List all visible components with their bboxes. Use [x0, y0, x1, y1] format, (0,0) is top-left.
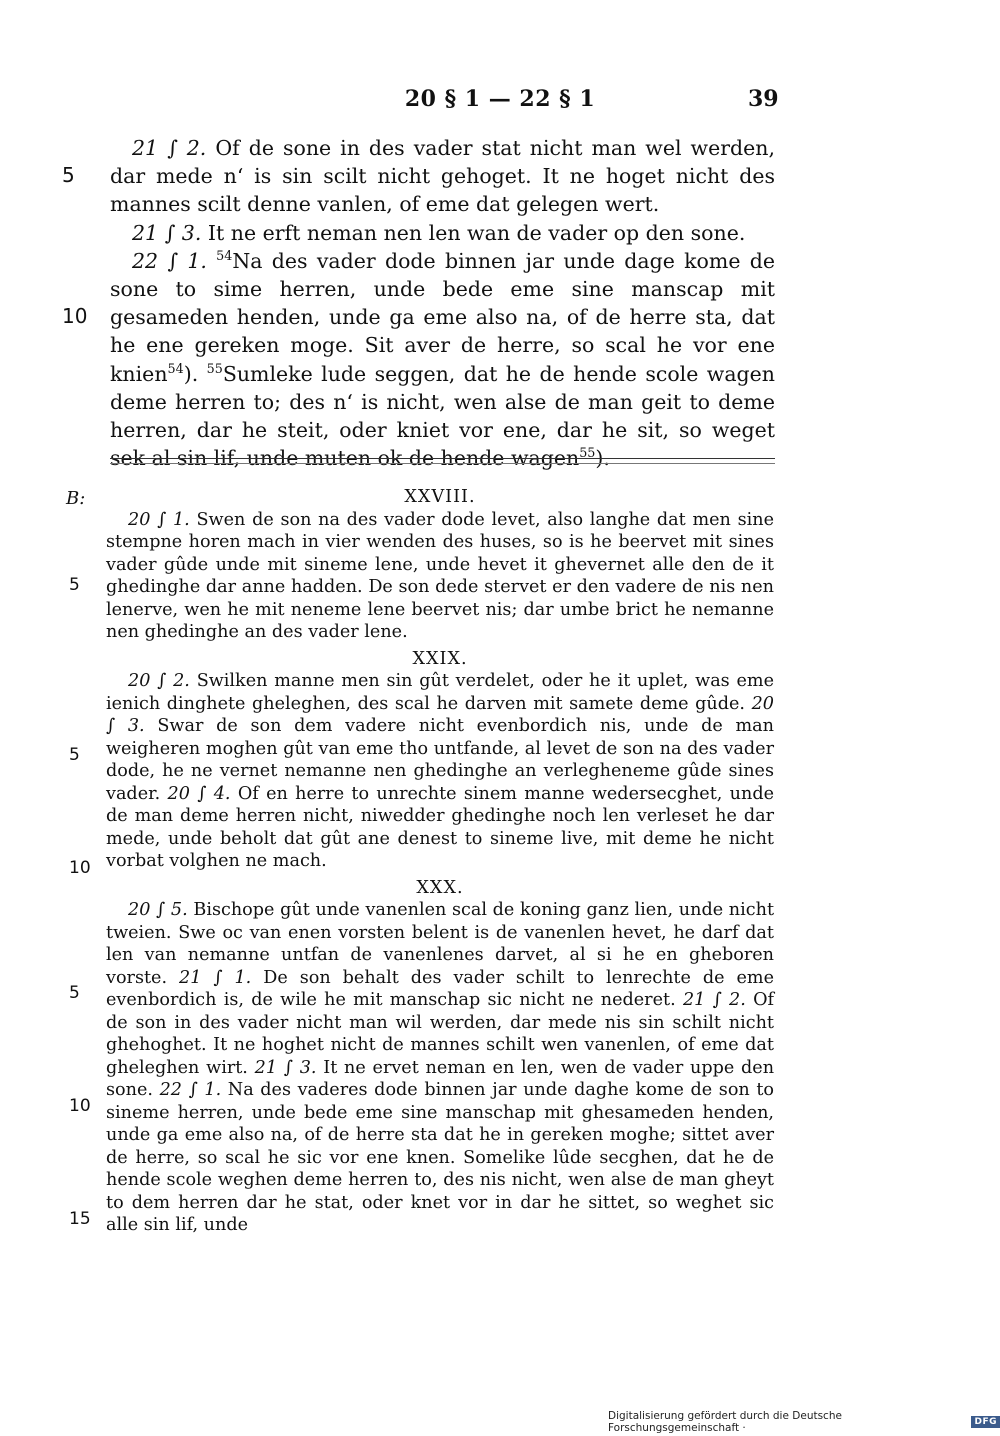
section-heading: XXVIII. — [404, 487, 476, 507]
line-number: 10 — [69, 858, 91, 878]
line-number: 10 — [69, 1096, 91, 1116]
paragraph — [110, 134, 775, 219]
manuscript-label: B: — [66, 488, 86, 509]
section-ref: 20 ∫ 4. — [167, 783, 231, 804]
section-heading: XXX. — [416, 877, 464, 898]
section-heading: XXIX. — [412, 648, 468, 669]
paragraph — [110, 247, 775, 473]
paragraph-text: Na des vader dode binnen jar unde dage kome de sone to sime herren, unde bede eme sine manscap mit gesameden henden, unde ga eme also na, of de herre sta, dat he ene gereken moge. Sit aver de herre, so scal he vor ene knien — [110, 248, 775, 386]
line-number: 5 — [69, 575, 80, 595]
paragraph-text: Of de sone in des vader stat nicht man wel werden, dar mede n‘ is sin scilt nicht gehoget. It ne hoget nicht des mannes scilt denne vanlen, of eme dat gelegen wert. — [110, 136, 775, 217]
section-ref: 20 ∫ 3. — [106, 693, 774, 736]
paragraph — [110, 219, 775, 247]
line-number: 5 — [69, 983, 80, 1003]
footer-text: Digitalisierung gefördert durch die Deutsche Forschungsgemeinschaft · — [608, 1410, 842, 1434]
divider — [110, 458, 775, 459]
section-ref: 20 ∫ 2. — [128, 671, 190, 691]
section-ref: 22 ∫ 1. — [132, 248, 207, 273]
footnote-mark: 55 — [206, 360, 223, 376]
lower-text-block — [106, 486, 774, 1237]
paragraph-text: Of de son in des vader nicht man wil werden, dar mede nis sin schilt nicht ghehoghet. It ne hoghet nicht de mannes schilt wen vanenlen, of eme dat gheleghen wirt. — [106, 990, 775, 1078]
line-number: 5 — [69, 745, 80, 765]
punctuation: ). — [595, 446, 610, 471]
footnote-mark: 55 — [579, 445, 596, 461]
digitization-footer — [608, 1410, 1000, 1434]
paragraph-text: De son behalt des vader schilt to lenrechte de eme evenbordich is, de wile he mit manschap sic nicht ne nederet. — [106, 967, 775, 1010]
page-number: 39 — [748, 86, 779, 112]
punctuation: ). — [183, 361, 207, 386]
paragraph-text: Swar de son dem vadere nicht evenbordich nis, unde de man weigheren moghen gût van eme tho untfande, al levet de son na des vader dode, he ne vernet nemanne nen ghedinghe an verlegheneme gûde sines vader. — [106, 716, 775, 804]
footnote-mark: 54 — [167, 360, 184, 376]
paragraph-text: Swen de son na des vader dode levet, also langhe dat men sine stempne horen mach in vier wenden des huses, so is he beervet mit sines vader gûde unde mit sineme lene, unde hevet it ghevernet alle den de it ghedinghe dar anne hadden. De son dede stervet er den vadere de nis nen lenerve, wen he mit neneme lene beervet nis; dar umbe brict he nemanne nen ghedinghe an des vader lene. — [106, 509, 774, 642]
paragraph — [106, 670, 774, 873]
paragraph-text: It ne erft neman nen len wan de vader op den sone. — [207, 220, 746, 245]
section-ref: 21 ∫ 2. — [682, 990, 746, 1010]
paragraph-text: Swilken manne men sin gût verdelet, oder he it uplet, was eme ienich dinghete gheleghen, des scal he darven mit samete deme gûde. — [106, 671, 774, 714]
section-ref: 21 ∫ 1. — [179, 967, 252, 988]
section-ref: 21 ∫ 3. — [132, 220, 202, 245]
line-number: 15 — [69, 1209, 91, 1229]
running-header: 20 § 1 — 22 § 1 — [404, 86, 596, 112]
paragraph — [106, 899, 774, 1237]
section-ref: 20 ∫ 1. — [128, 509, 190, 530]
section-ref: 21 ∫ 2. — [132, 136, 207, 160]
section-ref: 20 ∫ 5. — [128, 900, 188, 920]
paragraph — [106, 509, 774, 644]
line-number: 10 — [62, 304, 88, 328]
paragraph-text: Of en herre to unrechte sinem manne wedersecghet, unde de man deme herren nicht, niwedder ghedinghe noch len verleset he dar mede, unde beholt dat gût ane denest to sineme live, mit deme he nicht vorbat volghen ne mach. — [106, 783, 775, 871]
footnote-mark: 54 — [216, 247, 233, 263]
paragraph-text: Bischope gût unde vanenlen scal de koning ganz lien, unde nicht tweien. Swe oc van enen vorsten belent is de vanenlen hevet, he darf dat len van nemanne untfan de vanenlenes darvet, al si he en gheboren vorste. — [106, 900, 775, 988]
paragraph-text: Na des vaderes dode binnen jar unde daghe kome de son to sineme herren, unde bede eme sine manschap mit ghesameden henden, unde ga eme also na, of de herre sta dat he in gereken moghe; sittet aver de herre, so scal he sic vor ene knen. Somelike lûde secghen, dat he de hende scole weghen deme herren to, des nis nicht, wen alse de man gheyt to dem herren dar he stat, oder knet vor in dar he sittet, so weghet sic alle sin lif, unde — [106, 1080, 775, 1235]
upper-text-block — [110, 134, 775, 472]
paragraph-text: Sumleke lude seggen, dat he de hende scole wagen deme herren to; des n‘ is nicht, wen alse de man geit to deme herren, dar he steit, oder kniet vor ene, dar he sit, so weget sek al sin lif, unde muten ok de hende wagen — [110, 361, 776, 471]
paragraph-text: It ne ervet neman en len, wen de vader uppe den sone. — [106, 1057, 775, 1100]
dfg-logo: DFG — [971, 1416, 1000, 1428]
line-number: 5 — [62, 163, 75, 187]
section-ref: 22 ∫ 1. — [159, 1080, 222, 1100]
section-ref: 21 ∫ 3. — [254, 1057, 317, 1078]
divider — [110, 463, 775, 464]
